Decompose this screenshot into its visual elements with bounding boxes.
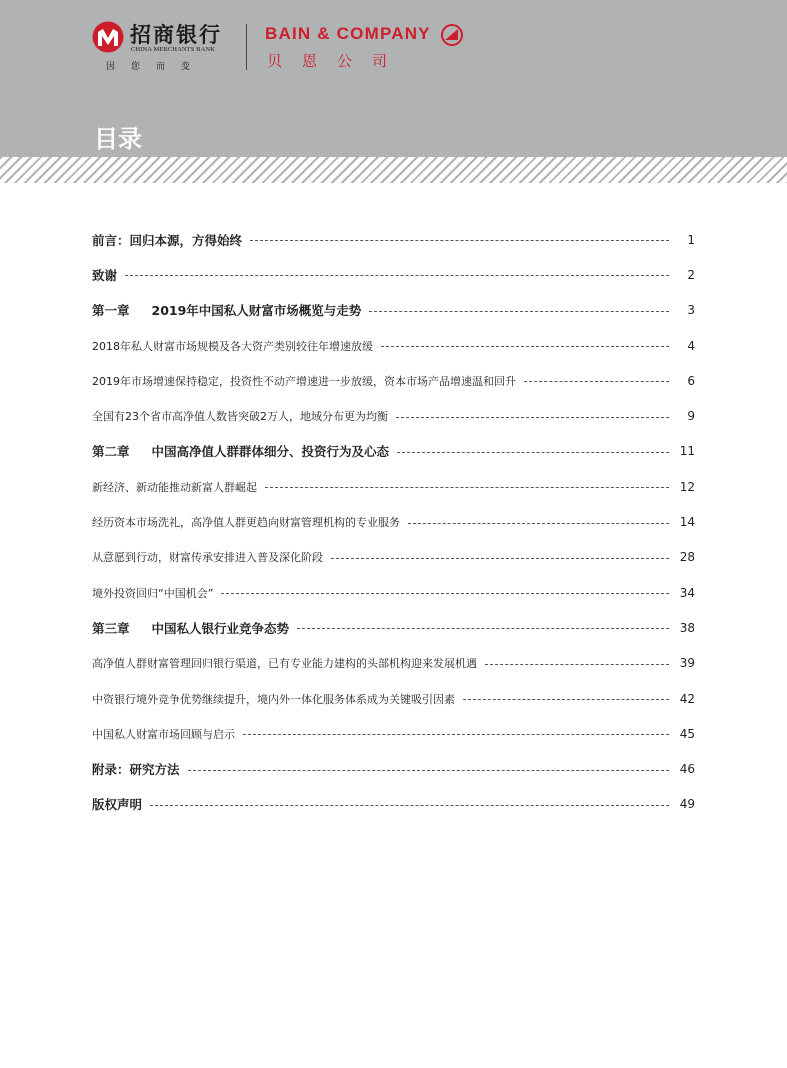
toc-entry-label (92, 338, 381, 354)
toc-page-number: 34 (679, 585, 695, 600)
toc-entry-label (92, 301, 369, 319)
toc-entry-title: 致谢 (92, 267, 118, 283)
toc-dot-leader (297, 628, 669, 629)
toc-page-number: 49 (679, 797, 695, 812)
toc-entry[interactable] (92, 398, 695, 433)
bain-logo-icon (440, 23, 464, 47)
toc-page-number: 38 (679, 620, 695, 635)
cmb-motto: 因您而变 (106, 62, 207, 72)
toc-entry-label (92, 408, 396, 424)
toc-page-number: 11 (679, 444, 695, 459)
toc-entry[interactable] (92, 328, 695, 363)
toc-page-number: 46 (679, 762, 695, 777)
toc-page-number: 4 (687, 338, 695, 353)
toc-page-number: 3 (687, 303, 695, 318)
toc-dot-leader (408, 523, 669, 524)
toc-entry[interactable] (92, 469, 695, 504)
toc-page-number: 39 (679, 656, 695, 671)
toc-entry-title: 新经济、新动能推动新富人群崛起 (92, 480, 257, 494)
bain-name-en: BAIN & COMPANY (265, 24, 431, 43)
toc-entry-label (92, 442, 397, 460)
toc-page-number: 42 (679, 691, 695, 706)
toc-entry-label (92, 514, 408, 530)
toc-entry-label (92, 231, 250, 249)
toc-dot-leader (265, 487, 669, 488)
toc-chapter-number: 第二章 (92, 444, 130, 460)
toc-entry-title: 中国高净值人群群体细分、投资行为及心态 (151, 444, 390, 460)
toc-dot-leader (150, 805, 669, 806)
toc-entry[interactable] (92, 257, 695, 292)
toc-page-number: 45 (679, 726, 695, 741)
toc-entry[interactable] (92, 681, 695, 716)
toc-page-number: 1 (687, 232, 695, 247)
toc-entry-title: 境外投资回归“中国机会” (92, 586, 214, 600)
toc-entry-title: 附录：研究方法 (92, 762, 180, 778)
toc-dot-leader (396, 417, 669, 418)
cmb-name-cn: 招商银行 (130, 22, 222, 47)
toc-entry-label (92, 585, 221, 601)
toc-entry[interactable] (92, 646, 695, 681)
toc-entry[interactable] (92, 751, 695, 786)
toc-dot-leader (381, 346, 669, 347)
toc-entry-title: 2018年私人财富市场规模及各大资产类别较往年增速放缓 (92, 339, 373, 353)
toc-entry-title: 经历资本市场洗礼，高净值人群更趋向财富管理机构的专业服务 (92, 516, 400, 530)
toc-page-number: 28 (679, 550, 695, 565)
toc-entry-label (92, 691, 463, 707)
toc-dot-leader (221, 593, 669, 594)
toc-dot-leader (243, 734, 669, 735)
toc-entry-label (92, 795, 150, 813)
toc-entry[interactable] (92, 787, 695, 822)
toc-dot-leader (331, 558, 669, 559)
toc-entry[interactable] (92, 434, 695, 469)
logo-divider (246, 24, 247, 70)
toc-dot-leader (485, 664, 669, 665)
toc-entry-label (92, 373, 524, 389)
toc-entry-label (92, 726, 243, 742)
toc-dot-leader (250, 240, 669, 241)
toc-chapter-number: 第一章 (92, 303, 130, 319)
cmb-name-en: CHINA MERCHANTS BANK (131, 46, 215, 53)
bain-name-cn: 贝恩公司 (267, 52, 408, 70)
toc-entry[interactable] (92, 575, 695, 610)
toc-entry-title: 前言：回归本源，方得始终 (92, 232, 243, 248)
toc-entry-title: 中国私人银行业竞争态势 (151, 620, 290, 636)
toc-dot-leader (369, 311, 669, 312)
toc-entry[interactable] (92, 504, 695, 539)
toc-entry-title: 中国私人财富市场回顾与启示 (92, 727, 235, 741)
table-of-contents (92, 222, 695, 822)
toc-entry-label (92, 655, 485, 671)
toc-entry-title: 版权声明 (92, 797, 143, 813)
toc-entry-label (92, 619, 297, 637)
page-title: 目录 (94, 125, 142, 153)
toc-page-number: 6 (687, 373, 695, 388)
toc-entry-title: 2019年市场增速保持稳定，投资性不动产增速进一步放缓，资本市场产品增速温和回升 (92, 374, 516, 388)
toc-entry-title: 中资银行境外竞争优势继续提升，境内外一体化服务体系成为关键吸引因素 (92, 692, 455, 706)
toc-entry[interactable] (92, 540, 695, 575)
toc-page-number: 9 (687, 409, 695, 424)
toc-dot-leader (397, 452, 669, 453)
toc-entry[interactable] (92, 222, 695, 257)
toc-entry-title: 2019年中国私人财富市场概览与走势 (151, 303, 362, 319)
header-band (0, 0, 787, 157)
toc-entry-title: 高净值人群财富管理回归银行渠道，已有专业能力建构的头部机构迎来发展机遇 (92, 657, 477, 671)
hatch-divider (0, 157, 787, 183)
toc-entry[interactable] (92, 293, 695, 328)
toc-entry[interactable] (92, 610, 695, 645)
toc-page-number: 14 (679, 515, 695, 530)
toc-page-number: 2 (687, 267, 695, 282)
toc-dot-leader (125, 275, 669, 276)
toc-entry-title: 全国有23个省市高净值人数皆突破2万人，地域分布更为均衡 (92, 410, 388, 424)
toc-entry[interactable] (92, 716, 695, 751)
toc-chapter-number: 第三章 (92, 620, 130, 636)
toc-dot-leader (463, 699, 669, 700)
toc-dot-leader (188, 770, 669, 771)
toc-entry-label (92, 549, 331, 565)
toc-entry-label (92, 479, 265, 495)
toc-entry-label (92, 760, 188, 778)
toc-entry-label (92, 266, 125, 284)
cmb-logo-icon (92, 21, 124, 53)
toc-page-number: 12 (679, 479, 695, 494)
toc-entry-title: 从意愿到行动，财富传承安排进入普及深化阶段 (92, 551, 323, 565)
toc-entry[interactable] (92, 363, 695, 398)
toc-dot-leader (524, 381, 669, 382)
